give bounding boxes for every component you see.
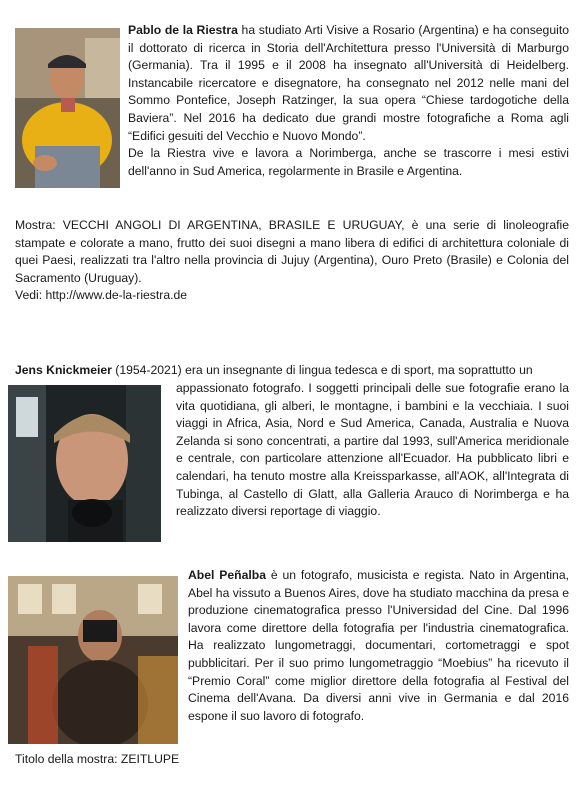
mostra-1-link: Vedi: http://www.de-la-riestra.de [15, 288, 188, 303]
abel-penalba-photo [8, 576, 178, 744]
pablo-de-la-riestra-photo [15, 28, 120, 188]
mostra-1-description: Mostra: VECCHI ANGOLI DI ARGENTINA, BRASILE E URUGUAY, è una serie di linoleografie stampate e colorate a mano, frutto dei suoi disegni a mano libera di edifici di architettura coloniale di quei Paesi, realizzati tra l'altro nella provincia di Jujuy (Argentina), Ouro Preto (Brasile) e Colonia del Sacramento (Uruguay). [15, 218, 569, 285]
abel-bio-text: è un fotografo, musicista e regista. Nato in Argentina, Abel ha vissuto a Buenos Aires, dove ha studiato macchina da presa e produzione cinematografica presso l'Universidad del Cine. Dal 1996 lavora come direttore della fotografia per l'industria cinematografica. Ha realizzato lungometraggi, documentari, cortometraggi e spot pubblicitari. Per il suo primo lungometraggio “Moebius” ha ricevuto il “Premio Coral” come miglior direttore della fotografia al Festival del Cinema dell'Avana. Da diversi anni vive in Germania e dal 2016 espone il suo lavoro di fotografo. [188, 568, 570, 723]
pablo-de-la-riestra-bio [128, 22, 569, 180]
jens-knickmeier-bio [176, 380, 569, 521]
pablo-bio-text-1: ha studiato Arti Visive a Rosario (Argentina) e ha conseguito il dottorato di ricerca in Storia dell'Architettura presso l'Università di Marburgo (Germania). Tra il 1995 e il 2008 ha insegnato all'Università di Heidelberg. Instancabile ricercatore e disegnatore, ha consegnato nel 2012 nelle mani del Sommo Pontefice, Joseph Ratzinger, la sua opera “Chiese tardogotiche della Baviera”. Nel 2016 ha dedicato due grandi mostre fotografiche a Roma agli “Edifici gesuiti del Vecchio e Nuovo Mondo”. [128, 23, 569, 143]
pablo-name: Pablo de la Riestra [128, 23, 238, 37]
abel-name: Abel Peñalba [188, 568, 266, 582]
jens-bio-text: appassionato fotografo. I soggetti principali delle sue fotografie erano la vita quotidiana, gli alberi, le montagne, i bambini e la vecchiaia. I suoi viaggi in Africa, Asia, Nord e Sud America, Canada, Australia e Nuova Zelanda si sono concentrati, a partire dal 1993, sull'America meridionale e centrale, con particolare attenzione all'Ecuador. Ha pubblicato libri e calendari, ha tenuto mostre alla Kreissparkasse, all'AOK, all'Integrata di Tubinga, al Castello di Glatt, alla Galleria Arauco di Norimberga e ha realizzato diversi reportage di viaggio. [176, 381, 569, 519]
mostra-2-title: Titolo della mostra: ZEITLUPE [15, 752, 180, 766]
jens-knickmeier-intro [15, 362, 569, 380]
jens-knickmeier-photo [8, 385, 161, 542]
jens-name: Jens Knickmeier [15, 363, 112, 377]
pablo-bio-text-2: De la Riestra vive e lavora a Norimberga, anche se trascorre i mesi estivi dell'anno in Sud America, regolarmente in Brasile e Argentina. [128, 146, 569, 178]
mostra-vecchi-angoli [15, 217, 569, 305]
mostra-zeitlupe [15, 751, 315, 769]
abel-penalba-bio [188, 567, 569, 725]
jens-intro-text: (1954-2021) era un insegnante di lingua tedesca e di sport, ma soprattutto un [111, 363, 533, 377]
